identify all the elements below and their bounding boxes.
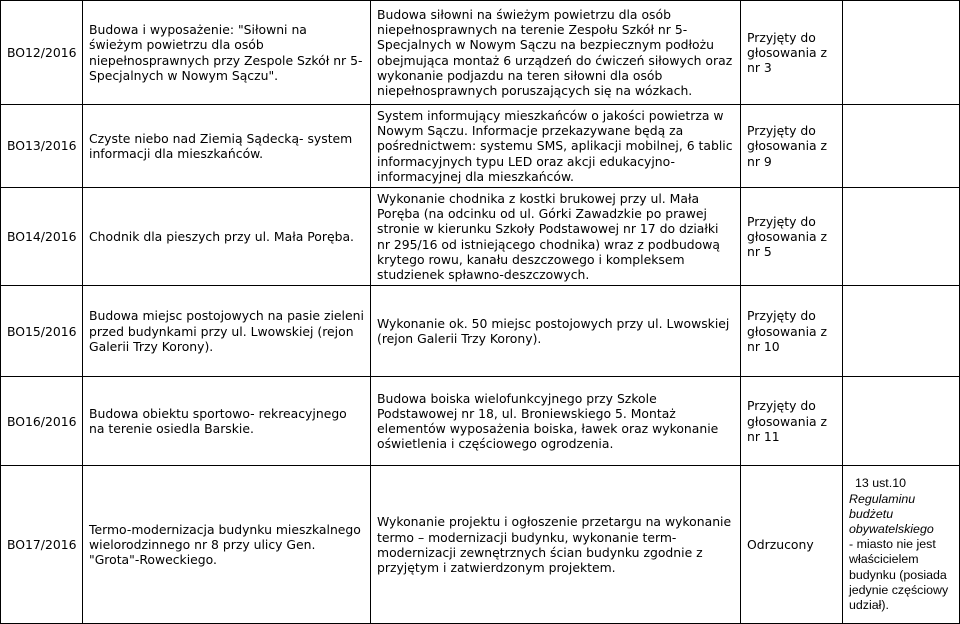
project-status: Przyjęty do głosowania z nr 3 bbox=[741, 1, 843, 105]
table-row bbox=[1, 286, 960, 377]
project-note bbox=[843, 105, 960, 188]
project-note bbox=[843, 188, 960, 286]
project-id: BO12/2016 bbox=[1, 1, 83, 105]
project-id: BO16/2016 bbox=[1, 377, 83, 466]
project-id: BO13/2016 bbox=[1, 105, 83, 188]
table-row bbox=[1, 188, 960, 286]
project-status: Przyjęty do głosowania z nr 9 bbox=[741, 105, 843, 188]
table-row bbox=[1, 1, 960, 105]
project-name: Budowa i wyposażenie: "Siłowni na świeżym powietrzu dla osób niepełnosprawnych przy Zespole Szkół nr 5- Specjalnych w Nowym Sączu". bbox=[83, 1, 371, 105]
note-text: - miasto nie jest właścicielem budynku (posiada jedynie częściowy udział). bbox=[849, 537, 949, 612]
note-document: Regulaminu budżetu obywatelskiego bbox=[849, 491, 934, 536]
project-status: Przyjęty do głosowania z nr 10 bbox=[741, 286, 843, 377]
project-description: Wykonanie chodnika z kostki brukowej przy ul. Mała Poręba (na odcinku od ul. Górki Zawadzkie po prawej stronie w kierunku Szkoły Podstawowej nr 17 do działki nr 295/16 od istniejącego chodnika) wraz z podbudową krytego rowu, kanału deszczowego i kompleksem studzienek spławno-deszczowych. bbox=[371, 188, 741, 286]
project-id: BO17/2016 bbox=[1, 466, 83, 624]
table-row bbox=[1, 377, 960, 466]
project-description: Wykonanie projektu i ogłoszenie przetargu na wykonanie termo – modernizacji budynku, wykonanie term-modernizacji zewnętrznych ścian budynku zgodnie z przyjętym i zatwierdzonym projektem. bbox=[371, 466, 741, 624]
project-note bbox=[843, 286, 960, 377]
project-status: Odrzucony bbox=[741, 466, 843, 624]
project-name: Chodnik dla pieszych przy ul. Mała Poręba. bbox=[83, 188, 371, 286]
project-name: Termo-modernizacja budynku mieszkalnego wielorodzinnego nr 8 przy ulicy Gen. "Grota"-Roweckiego. bbox=[83, 466, 371, 624]
project-name: Czyste niebo nad Ziemią Sądecką- system informacji dla mieszkańców. bbox=[83, 105, 371, 188]
project-status: Przyjęty do głosowania z nr 5 bbox=[741, 188, 843, 286]
project-description: Budowa siłowni na świeżym powietrzu dla osób niepełnosprawnych na terenie Zespołu Szkół nr 5- Specjalnych w Nowym Sączu na bezpiecznym podłożu obejmująca montaż 6 urządzeń do ćwiczeń siłowych oraz wykonanie podjazdu na teren siłowni dla osób niepełnosprawnych poruszających się na wózkach. bbox=[371, 1, 741, 105]
project-name: Budowa obiektu sportowo- rekreacyjnego na terenie osiedla Barskie. bbox=[83, 377, 371, 466]
project-description: Budowa boiska wielofunkcyjnego przy Szkole Podstawowej nr 18, ul. Broniewskiego 5. Montaż elementów wyposażenia boiska, ławek oraz wykonanie oświetlenia i częściowego ogrodzenia. bbox=[371, 377, 741, 466]
project-description: System informujący mieszkańców o jakości powietrza w Nowym Sączu. Informacje przekazywane będą za pośrednictwem: systemu SMS, aplikacji mobilnej, 6 tablic informacyjnych typu LED oraz akcji edukacyjno-informacyjnej dla mieszkańców. bbox=[371, 105, 741, 188]
project-id: BO14/2016 bbox=[1, 188, 83, 286]
table-row bbox=[1, 466, 960, 624]
project-description: Wykonanie ok. 50 miejsc postojowych przy ul. Lwowskiej (rejon Galerii Trzy Korony). bbox=[371, 286, 741, 377]
project-status: Przyjęty do głosowania z nr 11 bbox=[741, 377, 843, 466]
project-note bbox=[843, 1, 960, 105]
project-note bbox=[843, 377, 960, 466]
project-id: BO15/2016 bbox=[1, 286, 83, 377]
note-reference: 13 ust.10 bbox=[855, 476, 906, 491]
table-row bbox=[1, 105, 960, 188]
project-name: Budowa miejsc postojowych na pasie zieleni przed budynkami przy ul. Lwowskiej (rejon Galerii Trzy Korony). bbox=[83, 286, 371, 377]
project-note bbox=[843, 466, 960, 624]
